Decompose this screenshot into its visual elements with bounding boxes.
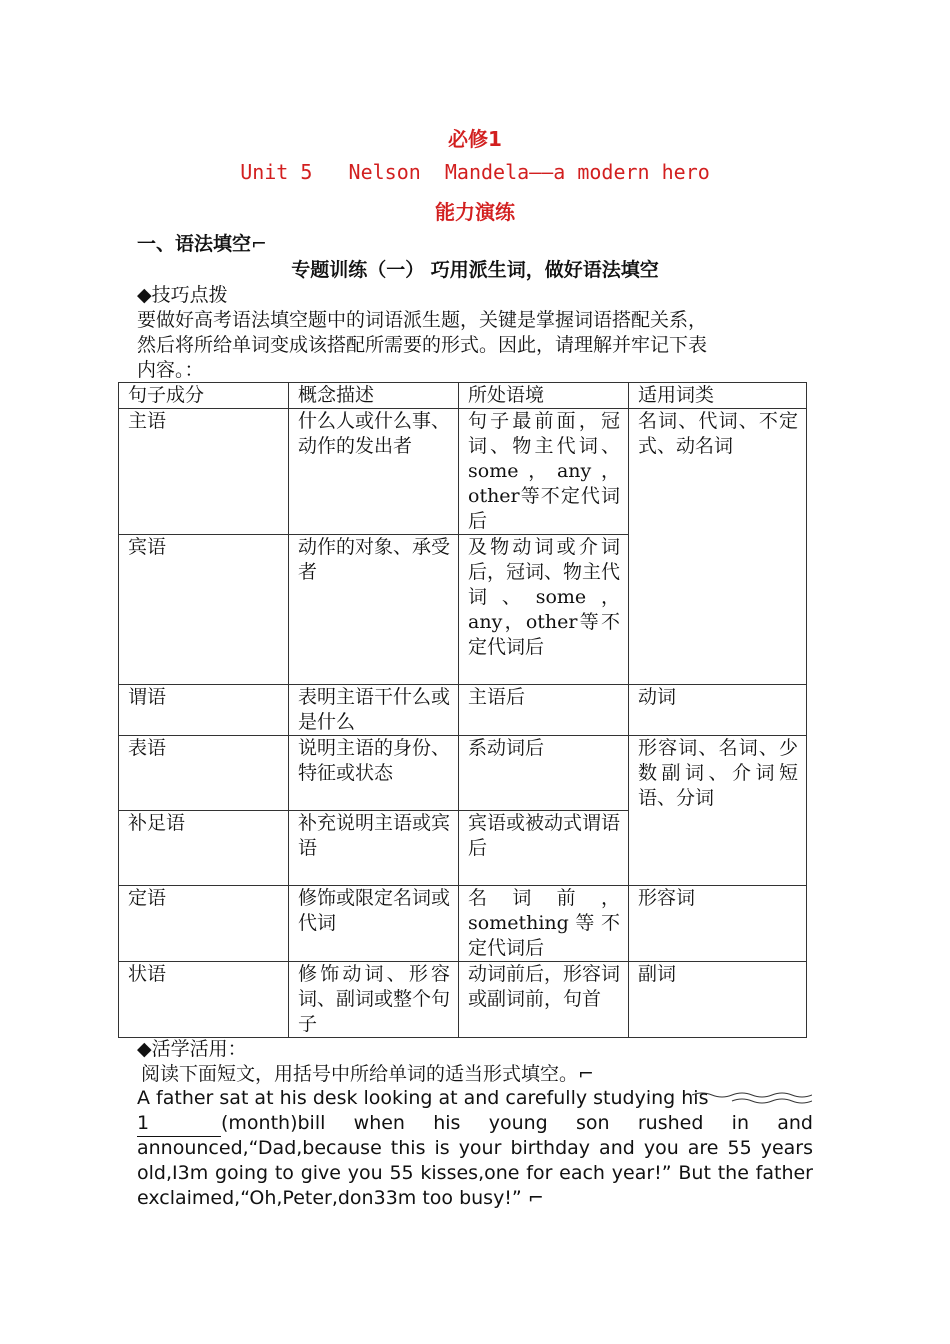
sentence-component-table — [118, 382, 807, 1038]
table-cell: 宾语或被动式谓语后 — [459, 811, 629, 886]
table-cell: 主语后 — [459, 685, 629, 736]
table-row — [119, 409, 807, 535]
tips-title: ◆技巧点拨 — [137, 284, 228, 306]
practice-title: 能力演练 — [435, 200, 515, 224]
book-title: 必修1 — [448, 127, 502, 151]
passage-text: A father sat at his desk looking at and carefully studying his — [137, 1087, 709, 1109]
passage-text: (month)bill when his young son rushed in and — [221, 1112, 813, 1134]
table-cell: 谓语 — [119, 685, 289, 736]
activity-instruction — [141, 1062, 817, 1087]
blank-1[interactable] — [137, 1111, 221, 1137]
table-cell: 系动词后 — [459, 736, 629, 811]
table-row — [119, 962, 807, 1038]
section-heading — [137, 232, 813, 257]
table-cell: 形容词、名词、少数副词、介词短语、分词 — [629, 736, 807, 886]
table-cell: 状语 — [119, 962, 289, 1038]
table-cell: 动词前后，形容词或副词前，句首 — [459, 962, 629, 1038]
intro-line: 要做好高考语法填空题中的词语派生题，关键是掌握词语搭配关系， — [137, 309, 708, 331]
table-row — [119, 685, 807, 736]
table-cell: 名词、代词、不定式、动名词 — [629, 409, 807, 685]
table-header-cell: 所处语境 — [459, 383, 629, 409]
table-row — [119, 736, 807, 811]
table-cell: 修饰动词、形容词、副词或整个句子 — [289, 962, 459, 1038]
return-mark-icon: ⌐ — [578, 1063, 594, 1085]
table-cell: 主语 — [119, 409, 289, 535]
section-heading-text: 一、语法填空 — [137, 233, 252, 255]
table-cell: 动作的对象、承受者 — [289, 535, 459, 685]
activity-instruction-text: 阅读下面短文，用括号中所给单词的适当形式填空。 — [141, 1063, 579, 1085]
table-cell: 表明主语干什么或是什么 — [289, 685, 459, 736]
table-cell: 句子最前面，冠词、物主代词、some，any，other等不定代词后 — [459, 409, 629, 535]
passage-line: old,I3m going to give you 55 kisses,one for each year!” But the father — [137, 1162, 813, 1184]
intro-line: 然后将所给单词变成该搭配所需要的形式。因此，请理解并牢记下表 — [137, 334, 708, 356]
table-cell: 宾语 — [119, 535, 289, 685]
table-cell: 及物动词或介词后，冠词、物主代词、some，any，other等不定代词后 — [459, 535, 629, 685]
passage-line — [137, 1086, 813, 1111]
table-header-cell: 句子成分 — [119, 383, 289, 409]
passage-text: exclaimed,“Oh,Peter,don33m too busy!” — [137, 1187, 522, 1209]
return-mark-icon: ⌐ — [521, 1187, 544, 1209]
return-mark-icon: ⌐ — [251, 233, 267, 255]
unit-title: Unit 5 Nelson Mandela——a modern hero — [240, 160, 710, 184]
table-cell: 动词 — [629, 685, 807, 736]
activity-title: ◆活学活用： — [137, 1038, 247, 1060]
section-subheading: 专题训练（一） 巧用派生词，做好语法填空 — [291, 259, 659, 281]
table-cell: 修饰或限定名词或代词 — [289, 886, 459, 962]
table-cell: 补充说明主语或宾语 — [289, 811, 459, 886]
table-header-cell: 概念描述 — [289, 383, 459, 409]
table-cell: 说明主语的身份、特征或状态 — [289, 736, 459, 811]
passage-line — [137, 1111, 813, 1137]
table-cell: 定语 — [119, 886, 289, 962]
table-cell: 表语 — [119, 736, 289, 811]
table-cell: 名词前，something等不定代词后 — [459, 886, 629, 962]
table-cell: 补足语 — [119, 811, 289, 886]
table-header-row — [119, 383, 807, 409]
passage-line: announced,“Dad,because this is your birthday and you are 55 years — [137, 1137, 813, 1159]
passage-line — [137, 1186, 813, 1211]
blank-number: 1 — [137, 1112, 150, 1134]
intro-line: 内容。： — [137, 359, 204, 381]
table-cell: 形容词 — [629, 886, 807, 962]
wavy-underline-icon — [692, 1091, 812, 1105]
table-row — [119, 886, 807, 962]
table-header-cell: 适用词类 — [629, 383, 807, 409]
table-cell: 副词 — [629, 962, 807, 1038]
table-cell: 什么人或什么事、动作的发出者 — [289, 409, 459, 535]
